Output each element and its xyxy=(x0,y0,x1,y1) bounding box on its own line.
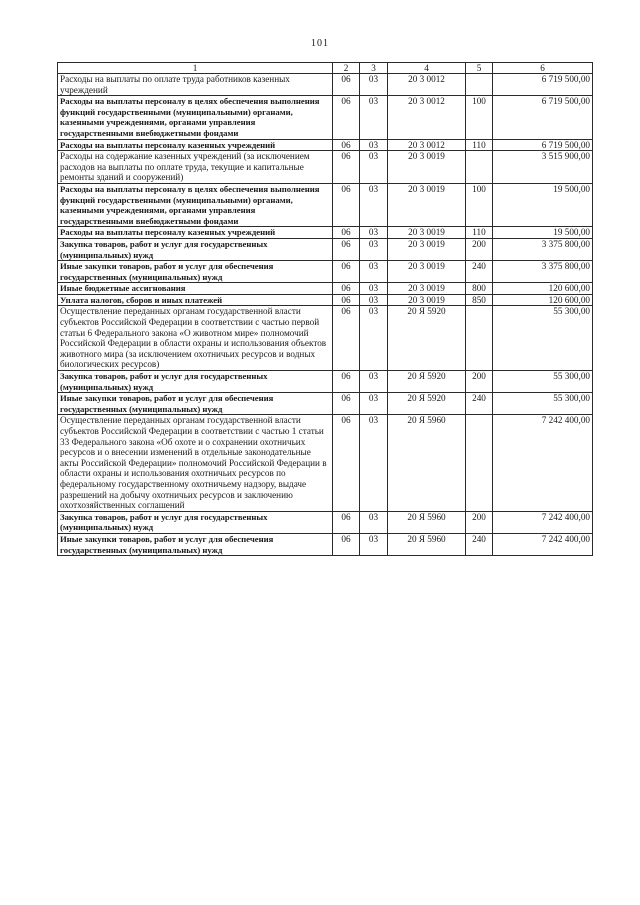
cell-article: 20 Я 5960 xyxy=(388,415,466,511)
column-header-subsection: 3 xyxy=(360,63,388,74)
cell-sum: 19 500,00 xyxy=(493,183,593,226)
cell-expense-type: 240 xyxy=(466,261,493,283)
cell-name: Осуществление переданных органам государственной власти субъектов Российской Федерации в соответствии с частью первой статьи 6 Федерального закона «О животном мире» полномочий Российской Федерации в области охраны и использования объектов животного мира (за исключением охотничьих ресурсов и водных биологических ресурсов) xyxy=(58,306,333,371)
table-row xyxy=(58,238,593,260)
cell-sum: 6 719 500,00 xyxy=(493,74,593,96)
cell-name: Иные закупки товаров, работ и услуг для обеспечения государственных (муниципальных) нужд xyxy=(58,533,333,555)
cell-sum: 55 300,00 xyxy=(493,371,593,393)
cell-article: 20 3 0012 xyxy=(388,139,466,151)
table-row xyxy=(58,294,593,306)
budget-table xyxy=(57,62,593,556)
cell-name: Расходы на содержание казенных учреждений (за исключением расходов на выплаты по оплате труда, текущие и капитальные ремонты зданий и сооружений) xyxy=(58,151,333,184)
cell-expense-type: 110 xyxy=(466,139,493,151)
cell-name: Закупка товаров, работ и услуг для государственных (муниципальных) нужд xyxy=(58,511,333,533)
table-row xyxy=(58,139,593,151)
table-body xyxy=(58,74,593,556)
cell-section: 06 xyxy=(333,294,360,306)
cell-article: 20 3 0019 xyxy=(388,238,466,260)
cell-expense-type: 200 xyxy=(466,238,493,260)
cell-subsection: 03 xyxy=(360,227,388,239)
cell-section: 06 xyxy=(333,261,360,283)
cell-subsection: 03 xyxy=(360,74,388,96)
cell-sum: 7 242 400,00 xyxy=(493,511,593,533)
cell-subsection: 03 xyxy=(360,511,388,533)
cell-section: 06 xyxy=(333,511,360,533)
cell-section: 06 xyxy=(333,393,360,415)
cell-subsection: 03 xyxy=(360,306,388,371)
cell-expense-type xyxy=(466,306,493,371)
cell-subsection: 03 xyxy=(360,283,388,295)
cell-section: 06 xyxy=(333,306,360,371)
column-header-name: 1 xyxy=(58,63,333,74)
table-row xyxy=(58,261,593,283)
cell-name: Расходы на выплаты персоналу в целях обеспечения выполнения функций государственными (муниципальными) органами, казенными учреждениями, органами управления государственными внебюджетными фондами xyxy=(58,96,333,139)
cell-name: Уплата налогов, сборов и иных платежей xyxy=(58,294,333,306)
cell-sum: 3 375 800,00 xyxy=(493,238,593,260)
cell-section: 06 xyxy=(333,415,360,511)
cell-expense-type: 200 xyxy=(466,511,493,533)
cell-name: Иные закупки товаров, работ и услуг для обеспечения государственных (муниципальных) нужд xyxy=(58,393,333,415)
cell-subsection: 03 xyxy=(360,371,388,393)
cell-section: 06 xyxy=(333,283,360,295)
cell-article: 20 3 0012 xyxy=(388,96,466,139)
table-row xyxy=(58,533,593,555)
cell-subsection: 03 xyxy=(360,96,388,139)
table-row xyxy=(58,306,593,371)
cell-article: 20 Я 5920 xyxy=(388,393,466,415)
cell-name: Закупка товаров, работ и услуг для государственных (муниципальных) нужд xyxy=(58,371,333,393)
cell-name: Расходы на выплаты персоналу казенных учреждений xyxy=(58,227,333,239)
cell-sum: 120 600,00 xyxy=(493,294,593,306)
cell-sum: 19 500,00 xyxy=(493,227,593,239)
cell-sum: 3 515 900,00 xyxy=(493,151,593,184)
cell-expense-type: 240 xyxy=(466,393,493,415)
cell-subsection: 03 xyxy=(360,139,388,151)
column-header-section: 2 xyxy=(333,63,360,74)
cell-article: 20 3 0019 xyxy=(388,151,466,184)
cell-subsection: 03 xyxy=(360,183,388,226)
cell-section: 06 xyxy=(333,371,360,393)
cell-section: 06 xyxy=(333,238,360,260)
page-number: 101 xyxy=(311,38,329,49)
table-row xyxy=(58,183,593,226)
cell-name: Иные бюджетные ассигнования xyxy=(58,283,333,295)
cell-subsection: 03 xyxy=(360,261,388,283)
cell-expense-type: 100 xyxy=(466,96,493,139)
column-header-expense-type: 5 xyxy=(466,63,493,74)
cell-article: 20 Я 5920 xyxy=(388,371,466,393)
table-row xyxy=(58,393,593,415)
cell-article: 20 3 0019 xyxy=(388,294,466,306)
table-row xyxy=(58,415,593,511)
cell-section: 06 xyxy=(333,96,360,139)
cell-subsection: 03 xyxy=(360,393,388,415)
cell-expense-type xyxy=(466,151,493,184)
header-row xyxy=(58,63,593,74)
cell-article: 20 Я 5960 xyxy=(388,511,466,533)
column-header-article: 4 xyxy=(388,63,466,74)
table-row xyxy=(58,283,593,295)
cell-expense-type: 850 xyxy=(466,294,493,306)
cell-article: 20 3 0019 xyxy=(388,227,466,239)
cell-sum: 6 719 500,00 xyxy=(493,139,593,151)
cell-sum: 3 375 800,00 xyxy=(493,261,593,283)
cell-article: 20 3 0019 xyxy=(388,183,466,226)
cell-section: 06 xyxy=(333,533,360,555)
cell-subsection: 03 xyxy=(360,151,388,184)
cell-article: 20 Я 5920 xyxy=(388,306,466,371)
table-row xyxy=(58,227,593,239)
cell-section: 06 xyxy=(333,74,360,96)
cell-section: 06 xyxy=(333,183,360,226)
cell-name: Расходы на выплаты персоналу в целях обеспечения выполнения функций государственными (муниципальными) органами, казенными учреждениями, органами управления государственными внебюджетными фондами xyxy=(58,183,333,226)
cell-article: 20 3 0019 xyxy=(388,283,466,295)
cell-name: Закупка товаров, работ и услуг для государственных (муниципальных) нужд xyxy=(58,238,333,260)
cell-expense-type: 800 xyxy=(466,283,493,295)
cell-subsection: 03 xyxy=(360,238,388,260)
cell-sum: 6 719 500,00 xyxy=(493,96,593,139)
cell-sum: 7 242 400,00 xyxy=(493,415,593,511)
cell-article: 20 Я 5960 xyxy=(388,533,466,555)
cell-expense-type: 240 xyxy=(466,533,493,555)
cell-section: 06 xyxy=(333,139,360,151)
cell-subsection: 03 xyxy=(360,415,388,511)
table-row xyxy=(58,96,593,139)
cell-name: Иные закупки товаров, работ и услуг для обеспечения государственных (муниципальных) нужд xyxy=(58,261,333,283)
table-row xyxy=(58,74,593,96)
table-row xyxy=(58,371,593,393)
table-row xyxy=(58,511,593,533)
cell-expense-type: 100 xyxy=(466,183,493,226)
cell-sum: 120 600,00 xyxy=(493,283,593,295)
cell-sum: 55 300,00 xyxy=(493,393,593,415)
cell-section: 06 xyxy=(333,151,360,184)
cell-sum: 55 300,00 xyxy=(493,306,593,371)
cell-name: Расходы на выплаты персоналу казенных учреждений xyxy=(58,139,333,151)
cell-expense-type: 200 xyxy=(466,371,493,393)
cell-expense-type xyxy=(466,74,493,96)
cell-section: 06 xyxy=(333,227,360,239)
cell-expense-type: 110 xyxy=(466,227,493,239)
cell-name: Расходы на выплаты по оплате труда работников казенных учреждений xyxy=(58,74,333,96)
cell-expense-type xyxy=(466,415,493,511)
cell-subsection: 03 xyxy=(360,294,388,306)
table-row xyxy=(58,151,593,184)
column-header-sum: 6 xyxy=(493,63,593,74)
cell-name: Осуществление переданных органам государственной власти субъектов Российской Федерации в соответствии с частью 1 статьи 33 Федерального закона «Об охоте и о сохранении охотничьих ресурсов и о внесении изменений в отдельные законодательные акты Российской Федерации» полномочий Российской Федерации в области охраны и использования охотничьих ресурсов по федеральному государственному охотничьему надзору, выдаче разрешений на добычу охотничьих ресурсов и заключению охотхозяйственных соглашений xyxy=(58,415,333,511)
cell-article: 20 3 0019 xyxy=(388,261,466,283)
cell-article: 20 3 0012 xyxy=(388,74,466,96)
cell-subsection: 03 xyxy=(360,533,388,555)
cell-sum: 7 242 400,00 xyxy=(493,533,593,555)
